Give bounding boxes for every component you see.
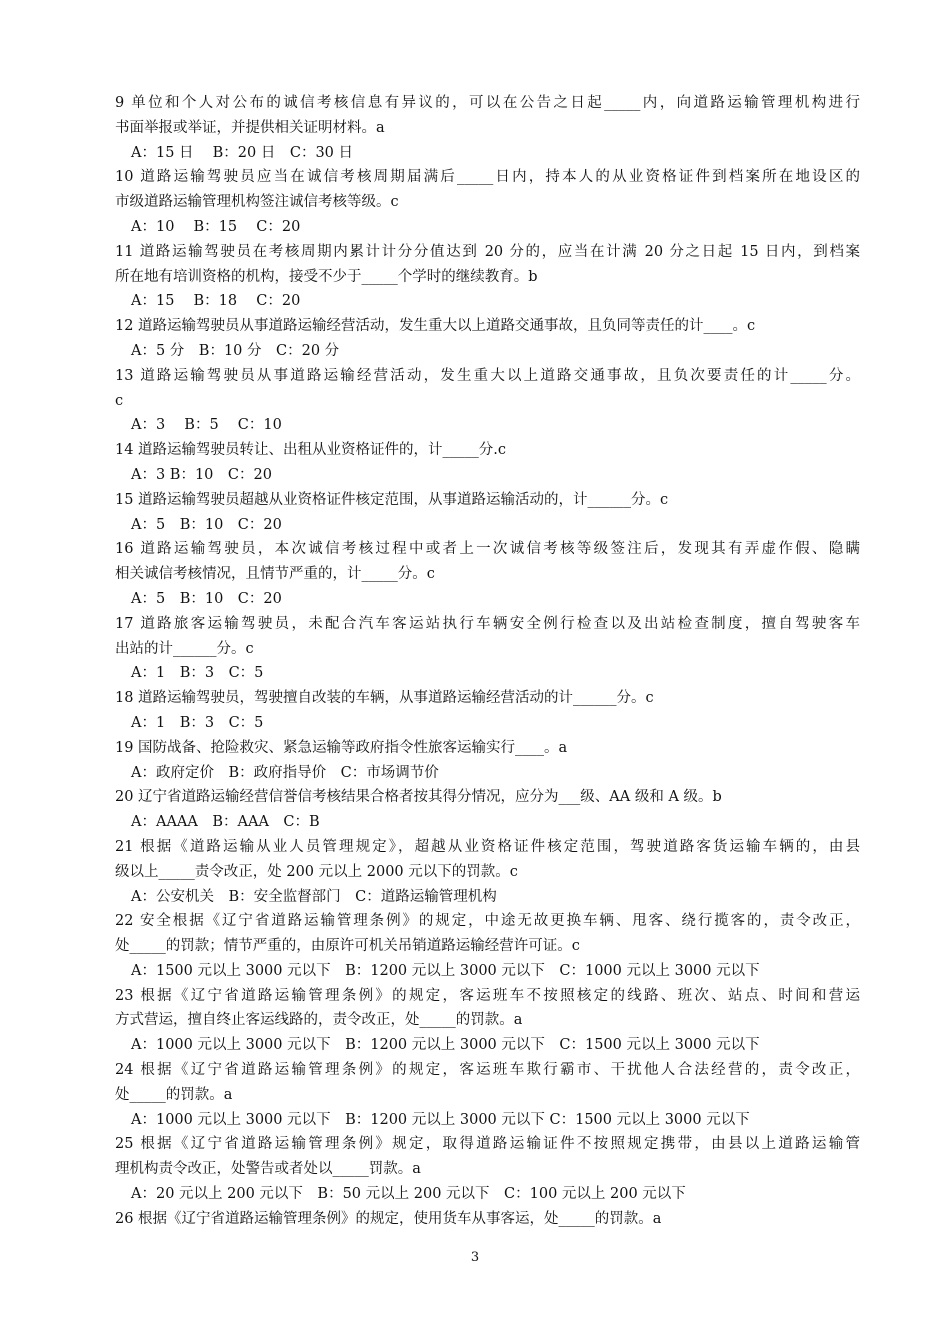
- answer-options: A：1000 元以上 3000 元以下 B：1200 元以上 3000 元以下 C：1500 元以上 3000 元以下: [131, 1111, 750, 1128]
- document-body: [115, 91, 860, 1232]
- question-text: 10 道路运输驾驶员应当在诚信考核周期届满后_____日内，持本人的从业资格证件到档案所在地设区的: [115, 169, 860, 186]
- question-text: 级以上_____责令改正，处 200 元以上 2000 元以下的罚款。c: [115, 863, 518, 880]
- question-text: 方式营运，擅自终止客运线路的，责令改正，处_____的罚款。a: [115, 1012, 523, 1029]
- question-text: 13 道路运输驾驶员从事道路运输经营活动，发生重大以上道路交通事故，且负次要责任的计_____分。: [115, 367, 860, 384]
- answer-options: A：1 B：3 C：5: [131, 665, 264, 682]
- answer-options: A：20 元以上 200 元以下 B：50 元以上 200 元以下 C：100 元以上 200 元以下: [131, 1186, 686, 1203]
- question-text: 25 根据《辽宁省道路运输管理条例》规定，取得道路运输证件不按照规定携带，由县以上道路运输管: [115, 1136, 860, 1153]
- question-text: 18 道路运输驾驶员，驾驶擅自改装的车辆，从事道路运输经营活动的计______分。c: [115, 690, 654, 707]
- question-text: 11 道路运输驾驶员在考核周期内累计计分分值达到 20 分的，应当在计满 20 分之日起 15 日内，到档案: [115, 243, 860, 260]
- question-text: 9 单位和个人对公布的诚信考核信息有异议的，可以在公告之日起_____内，向道路运输管理机构进行: [115, 95, 860, 111]
- page-number: 3: [470, 1250, 480, 1265]
- question-text: 22 安全根据《辽宁省道路运输管理条例》的规定，中途无故更换车辆、甩客、绕行揽客的，责令改正，: [115, 913, 860, 930]
- question-text: 20 辽宁省道路运输经营信誉信考核结果合格者按其得分情况，应分为___级、AA 级和 A 级。b: [115, 789, 722, 806]
- question-text: 所在地有培训资格的机构，接受不少于_____个学时的继续教育。b: [115, 268, 538, 285]
- answer-options: A：15 B：18 C：20: [131, 293, 301, 310]
- answer-options: A：AAAA B：AAA C：B: [131, 814, 320, 831]
- question-text: 书面举报或举证，并提供相关证明材料。a: [115, 119, 385, 136]
- question-text: 相关诚信考核情况，且情节严重的，计_____分。c: [115, 566, 435, 583]
- answer-options: A：3 B：5 C：10: [131, 417, 282, 434]
- question-text: 14 道路运输驾驶员转让、出租从业资格证件的，计_____分.c: [115, 442, 507, 459]
- answer-options: A：1000 元以上 3000 元以下 B：1200 元以上 3000 元以下 C：1500 元以上 3000 元以下: [131, 1037, 760, 1054]
- answer-options: A：3 B：10 C：20: [131, 466, 272, 483]
- question-text: 处_____的罚款。a: [115, 1086, 233, 1103]
- question-text: 23 根据《辽宁省道路运输管理条例》的规定，客运班车不按照核定的线路、班次、站点、时间和营运: [115, 987, 860, 1004]
- question-text: 24 根据《辽宁省道路运输管理条例》的规定，客运班车欺行霸市、干扰他人合法经营的，责令改正，: [115, 1062, 860, 1079]
- question-text: 15 道路运输驾驶员超越从业资格证件核定范围，从事道路运输活动的，计______分。c: [115, 491, 669, 508]
- answer-options: A：10 B：15 C：20: [131, 218, 301, 235]
- question-text: 12 道路运输驾驶员从事道路运输经营活动，发生重大以上道路交通事故，且负同等责任的计____。c: [115, 318, 756, 335]
- question-text: 出站的计______分。c: [115, 640, 254, 657]
- question-text: 17 道路旅客运输驾驶员，未配合汽车客运站执行车辆安全例行检查以及出站检查制度，擅自驾驶客车: [115, 615, 860, 632]
- question-text: 26 根据《辽宁省道路运输管理条例》的规定，使用货车从事客运，处_____的罚款。a: [115, 1210, 662, 1227]
- answer-options: A：5 分 B：10 分 C：20 分: [131, 342, 340, 359]
- question-text: 市级道路运输管理机构签注诚信考核等级。c: [115, 194, 399, 211]
- answer-options: A：1500 元以上 3000 元以下 B：1200 元以上 3000 元以下 C：1000 元以上 3000 元以下: [131, 962, 760, 979]
- answer-options: A：5 B：10 C：20: [131, 516, 282, 533]
- question-text: 理机构责令改正，处警告或者处以_____罚款。a: [115, 1161, 421, 1178]
- question-text: 16 道路运输驾驶员，本次诚信考核过程中或者上一次诚信考核等级签注后，发现其有弄虚作假、隐瞒: [115, 541, 860, 558]
- answer-options: A：15 日 B：20 日 C：30 日: [131, 144, 354, 161]
- question-text: c: [115, 392, 124, 409]
- question-text: 21 根据《道路运输从业人员管理规定》，超越从业资格证件核定范围，驾驶道路客货运输车辆的，由县: [115, 838, 860, 855]
- question-text: 19 国防战备、抢险救灾、紧急运输等政府指令性旅客运输实行____。a: [115, 739, 568, 756]
- answer-options: A：1 B：3 C：5: [131, 714, 264, 731]
- answer-options: A：政府定价 B：政府指导价 C：市场调节价: [131, 764, 439, 781]
- answer-options: A：5 B：10 C：20: [131, 590, 282, 607]
- question-text: 处_____的罚款；情节严重的，由原许可机关吊销道路运输经营许可证。c: [115, 938, 580, 955]
- answer-options: A：公安机关 B：安全监督部门 C：道路运输管理机构: [131, 888, 497, 905]
